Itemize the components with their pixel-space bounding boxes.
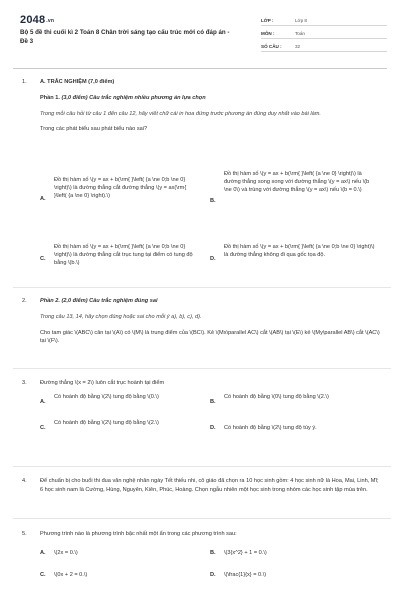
part-description: (2,0 điểm) Câu trắc nghiệm đúng sai: [61, 298, 158, 304]
option-text: \(\frac{1}{x} = 0.\): [224, 572, 267, 578]
option-letter: A.: [40, 399, 46, 405]
part-heading: [40, 94, 382, 102]
meta-label: SỐ CÂU :: [261, 44, 282, 49]
document-header: [13, 10, 387, 64]
question-divider: [13, 466, 391, 467]
part-label: Phần 1.: [40, 95, 60, 101]
option-text: \(3{x^2} + 1 = 0.\): [224, 550, 267, 556]
site-logo[interactable]: [20, 14, 54, 26]
option-letter: C.: [40, 425, 46, 431]
question-prompt: Cho tam giác \(ABC\) cân tại \(A\) có \(M\) là trung điểm của \(BC\). Kẻ \(Mx\parallel AC\) cắt \(AB\) tại \(E\) kẻ \(My\parallel AB\) cắt \(AC\) tại \(F\).: [40, 330, 380, 344]
meta-value: Toán: [295, 31, 305, 36]
header-divider: [13, 68, 387, 69]
option-text: \(2x = 0.\): [54, 550, 78, 556]
option-letter: B.: [210, 550, 216, 556]
instruction-text: Trong câu 13, 14, hãy chọn đúng hoặc sai cho mỗi ý a), b), c), d).: [40, 314, 202, 320]
meta-row-subject: [261, 26, 387, 39]
question-number: 1.: [22, 79, 27, 85]
question-3: [22, 379, 382, 431]
meta-table: [261, 13, 387, 52]
option-text: Có hoành độ bằng \(0\) tung độ bằng \(2.\): [224, 394, 329, 400]
part-label: Phần 2.: [40, 298, 60, 304]
option-letter: C.: [40, 256, 46, 262]
document-title: Bộ 5 đề thi cuối kì 2 Toán 8 Chân trời sáng tạo cấu trúc mới có đáp án - Đề 3: [20, 29, 230, 45]
option-letter: A.: [40, 196, 46, 202]
question-divider: [13, 518, 391, 519]
question-divider: [13, 287, 391, 288]
question-number: 5.: [22, 531, 27, 537]
logo-suffix: .vn: [46, 18, 55, 24]
question-number: 2.: [22, 298, 27, 304]
option-letter: B.: [210, 198, 216, 204]
option-text: Có hoành độ bằng \(2\) tung độ bằng \(2.\): [54, 420, 159, 426]
section-heading: A. TRẮC NGHIỆM (7,0 điểm): [40, 79, 115, 85]
option-letter: B.: [210, 399, 216, 405]
option-text: \(0x + 2 = 0.\): [54, 572, 88, 578]
option-letter: D.: [210, 425, 216, 431]
option-text: Đồ thị hàm số \(y = ax + b(\rm{ }\left( {a \ne 0} \right)\) là đường thẳng song song với đường thẳng \(y = ax\) nếu \(b \ne 0\) và trùng với đường thẳng \(y = ax\) nếu \(b = 0.\): [224, 171, 370, 193]
question-4: [22, 477, 382, 494]
option-text: Đồ thị hàm số \(y = ax + b(\rm{ }\left( {a \ne 0;b \ne 0} \right)\) là đường thẳng cắt trục tung tại điểm có tung độ bằng \(b.\): [54, 244, 193, 266]
instruction-text: Trong mỗi câu hỏi từ câu 1 đến câu 12, hãy viết chữ cái in hoa đứng trước phương án đúng duy nhất vào bài làm.: [40, 111, 321, 117]
logo-text: 2048: [20, 14, 46, 26]
question-prompt: Để chuẩn bị cho buổi thi đua văn nghệ nhân ngày Tết thiếu nhi, cô giáo đã chọn ra 10 học sinh gồm: 4 học sinh nữ là Hoa, Mai, Linh, Mĩ; 6 học sinh nam là Cường, Hùng, Nguyên, Kiên, Phúc, Hoàng. Chọn ngẫu nhiên một học sinh trong nhóm các học sinh tập múa trên.: [40, 478, 379, 493]
option-letter: A.: [40, 550, 46, 556]
question-1: [22, 78, 382, 266]
option-text: Có hoành độ bằng \(2\) tung độ tùy ý.: [224, 425, 317, 431]
question-prompt: Trong các phát biểu sau phát biểu nào sai?: [40, 126, 148, 132]
meta-label: MÔN :: [261, 31, 275, 36]
option-letter: C.: [40, 572, 46, 578]
part-description: (3,0 điểm) Câu trắc nghiệm nhiều phương án lựa chọn: [61, 95, 206, 101]
question-divider: [13, 368, 391, 369]
meta-value: Lớp 8: [295, 18, 307, 23]
part-heading: [40, 297, 382, 305]
question-prompt: Phương trình nào là phương trình bậc nhất một ẩn trong các phương trình sau:: [40, 531, 237, 537]
question-2: [22, 297, 382, 345]
option-text: Đồ thị hàm số \(y = ax + b(\rm{ }\left( {a \ne 0;b \ne 0} \right)\) là đường thẳng cắt đường thẳng \(y = ax(\rm{ }\left( {a \ne 0} \right).\): [54, 177, 187, 199]
meta-row-class: [261, 13, 387, 26]
question-number: 3.: [22, 380, 27, 386]
option-text: Có hoành độ bằng \(2\) tung độ bằng \(0.\): [54, 394, 159, 400]
question-number: 4.: [22, 478, 27, 484]
question-5: [22, 530, 382, 578]
option-letter: D.: [210, 572, 216, 578]
option-letter: D.: [210, 256, 216, 262]
option-text: Đồ thị hàm số \(y = ax + b(\rm{ }\left( {a \ne 0;b \ne 0} \right)\) là đường thẳng không đi qua gốc tọa độ.: [224, 244, 375, 258]
meta-value: 32: [295, 44, 301, 49]
meta-label: LỚP :: [261, 18, 274, 23]
meta-row-count: [261, 39, 387, 52]
question-prompt: Đường thẳng \(x = 2\) luôn cắt trục hoành tại điểm: [40, 380, 165, 386]
